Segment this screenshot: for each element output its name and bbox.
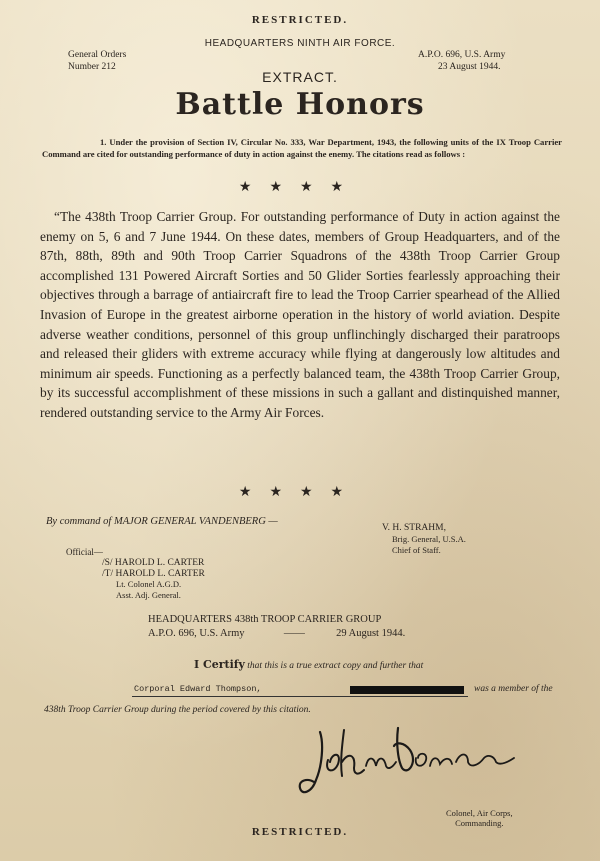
strahm-signature-block — [382, 523, 466, 556]
carter-signed: /S/ HAROLD L. CARTER — [102, 558, 205, 568]
group-headquarters-block — [148, 613, 405, 641]
group-hq-line: HEADQUARTERS 438th TROOP CARRIER GROUP — [148, 614, 382, 625]
carter-title: Asst. Adj. General. — [116, 589, 181, 600]
carter-typed: /T/ HAROLD L. CARTER — [102, 568, 205, 579]
colonel-role: Commanding. — [455, 818, 504, 828]
headquarters-heading: HEADQUARTERS NINTH AIR FORCE. — [204, 38, 396, 49]
restricted-footer: RESTRICTED. — [251, 826, 349, 838]
strahm-rank: Brig. General, U.S.A. — [392, 534, 466, 544]
by-command-line: By command of MAJOR GENERAL VANDENBERG — — [46, 516, 278, 527]
carter-rank: Lt. Colonel A.G.D. — [116, 579, 182, 589]
citation-period-line: 438th Troop Carrier Group during the period covered by this citation. — [44, 705, 311, 715]
name-underline — [132, 696, 468, 697]
extract-label: EXTRACT. — [262, 69, 338, 85]
handwritten-signature — [298, 722, 518, 802]
member-text: was a member of the — [474, 684, 553, 694]
redaction-bar — [350, 686, 464, 694]
soldier-name: Corporal Edward Thompson, — [134, 684, 262, 694]
official-label: Official— — [66, 547, 103, 557]
intro-paragraph: 1. Under the provision of Section IV, Circular No. 333, War Department, 1943, the following units of the IX Troop Carrier Command are cited for outstanding performance of duty in action against the enemy. The citations read as follows : — [42, 137, 562, 159]
citation-paragraph: “The 438th Troop Carrier Group. For outstanding performance of Duty in action against the enemy on 5, 6 and 7 June 1944. On these dates, members of Group Headquarters, and of the 87th, 88th, 89th and 90th Troop Carrier Squadrons of the 438th Troop Carrier Group accomplished 131 Powered Aircraft Sorties and 50 Glider Sorties fearlessly approaching their objectives through a barrage of antiaircraft fire to lead the Troop Carrier spearhead of the Allied Invasion of Europe in the greatest airborne operation in the history of world aviation. Despite adverse weather conditions, personnel of this group unflinchingly discharged their paratroops and released their gliders with extreme accuracy while flying at dangerously low altitudes and minimum air speeds. Functioning as a perfectly balanced team, the 438th Troop Carrier Group, by its successful accomplishment of these missions in such a gallant and distinquished manner, rendered outstanding service to the Army Air Forces. — [40, 209, 560, 420]
group-hq-date: 29 August 1944. — [336, 628, 406, 639]
strahm-title: Chief of Staff. — [392, 545, 441, 555]
order-date: 23 August 1944. — [438, 62, 501, 72]
group-hq-apo: A.P.O. 696, U.S. Army — [148, 628, 245, 639]
stars-divider-top: ★★★★ — [238, 180, 362, 195]
general-orders-label: General Orders — [68, 50, 127, 60]
stars-divider-bottom: ★★★★ — [238, 485, 362, 500]
document-title: Battle Honors — [175, 87, 425, 122]
restricted-header: RESTRICTED. — [251, 14, 349, 26]
member-line — [44, 684, 564, 698]
commander-title — [446, 808, 513, 828]
certify-text: that this is a true extract copy and further that — [247, 661, 424, 671]
certify-word: I Certify — [194, 658, 245, 671]
certify-line — [194, 658, 423, 671]
strahm-name: V. H. STRAHM, — [382, 523, 446, 533]
apo-line: A.P.O. 696, U.S. Army — [418, 50, 506, 60]
colonel-rank: Colonel, Air Corps, — [446, 808, 513, 818]
carter-signature-block — [102, 558, 205, 600]
general-orders-number: Number 212 — [68, 62, 116, 72]
group-hq-dash: —— — [283, 628, 305, 639]
